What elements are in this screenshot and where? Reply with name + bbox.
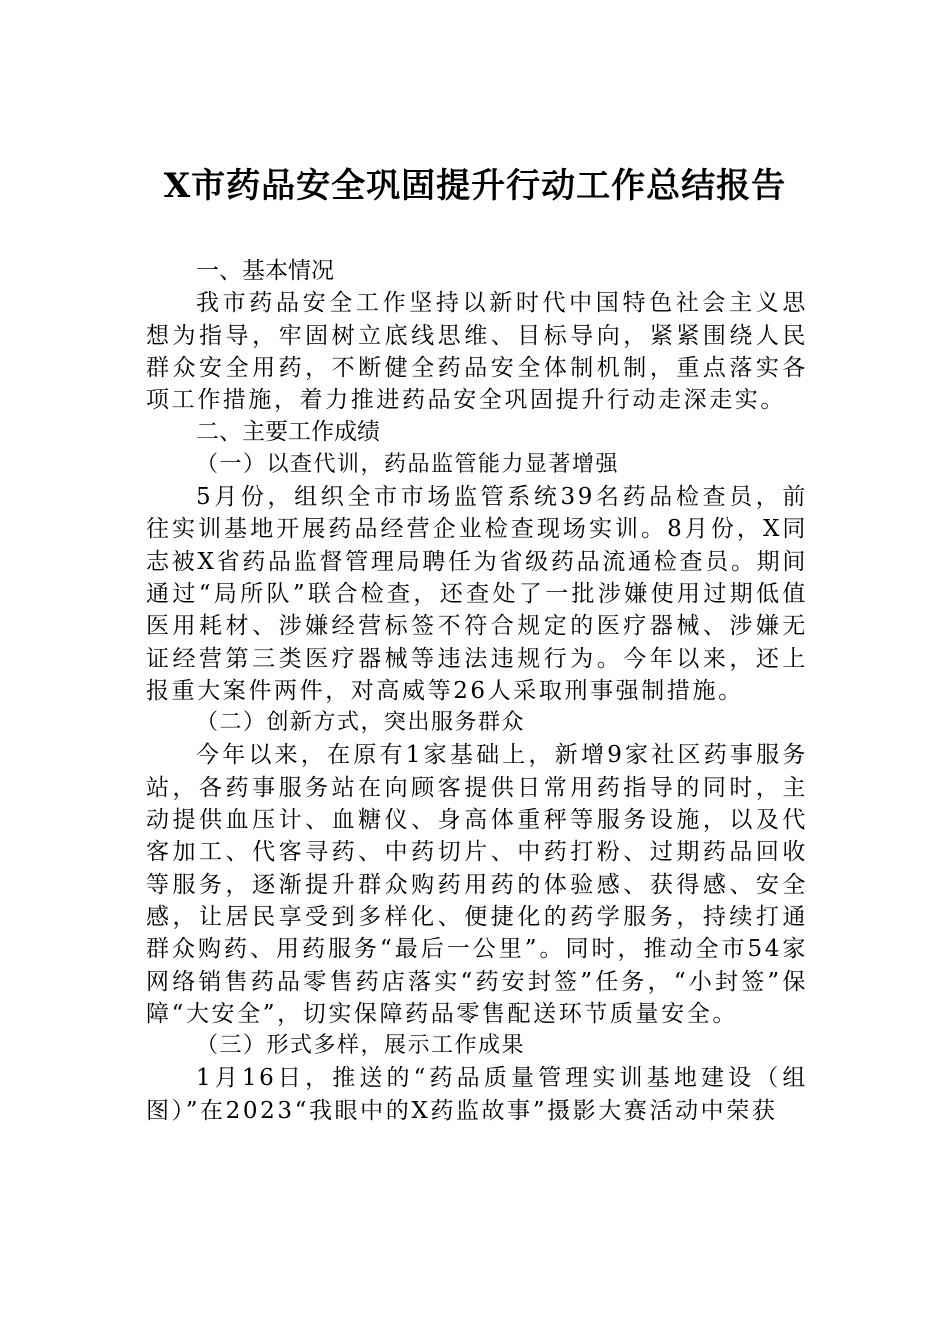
document-title: X市药品安全巩固提升行动工作总结报告 xyxy=(163,166,787,206)
subsection-heading-1: （一）以查代训，药品监管能力显著增强 xyxy=(196,451,620,477)
subsection-paragraph-2: 今年以来，在原有1家基础上，新增9家社区药事服务站，各药事服务站在向顾客提供日常用药指导的同时，主动提供血压计、血糖仪、身高体重秤等服务设施，以及代客加工、代客寻药、中药切片、中药打粉、过期药品回收等服务，逐渐提升群众购药用药的体验感、获得感、安全感，让居民享受到多样化、便捷化的药学服务，持续打通群众购药、用药服务“最后一公里”。同时，推动全市54家网络销售药品零售药店落实“药安封签”任务，“小封签”保障“大安全”，切实保障药品零售配送环节质量安全。 xyxy=(146,742,808,1027)
subsection-paragraph-1: 5月份，组织全市市场监管系统39名药品检查员，前往实训基地开展药品经营企业检查现场实训。8月份，X同志被X省药品监督管理局聘任为省级药品流通检查员。期间通过“局所队”联合检查，还查处了一批涉嫌使用过期低值医用耗材、涉嫌经营标签不符合规定的医疗器械、涉嫌无证经营第三类医疗器械等违法违规行为。今年以来，还上报重大案件两件，对高威等26人采取刑事强制措施。 xyxy=(146,484,808,704)
subsection-heading-3: （三）形式多样，展示工作成果 xyxy=(196,1033,526,1059)
subsection-paragraph-3: 1月16日，推送的“药品质量管理实训基地建设（组图）”在2023“我眼中的X药监故事”摄影大赛活动中荣获 xyxy=(146,1065,808,1124)
section-paragraph-basic-situation: 我市药品安全工作坚持以新时代中国特色社会主义思想为指导，牢固树立底线思维、目标导向，紧紧围绕人民群众安全用药，不断健全药品安全体制机制，重点落实各项工作措施，着力推进药品安全巩固提升行动走深走实。 xyxy=(146,290,808,414)
section-heading-main-achievements: 二、主要工作成绩 xyxy=(196,419,380,446)
section-heading-basic-situation: 一、基本情况 xyxy=(196,258,334,284)
subsection-heading-2: （二）创新方式，突出服务群众 xyxy=(196,710,526,736)
document-body xyxy=(146,255,808,1127)
